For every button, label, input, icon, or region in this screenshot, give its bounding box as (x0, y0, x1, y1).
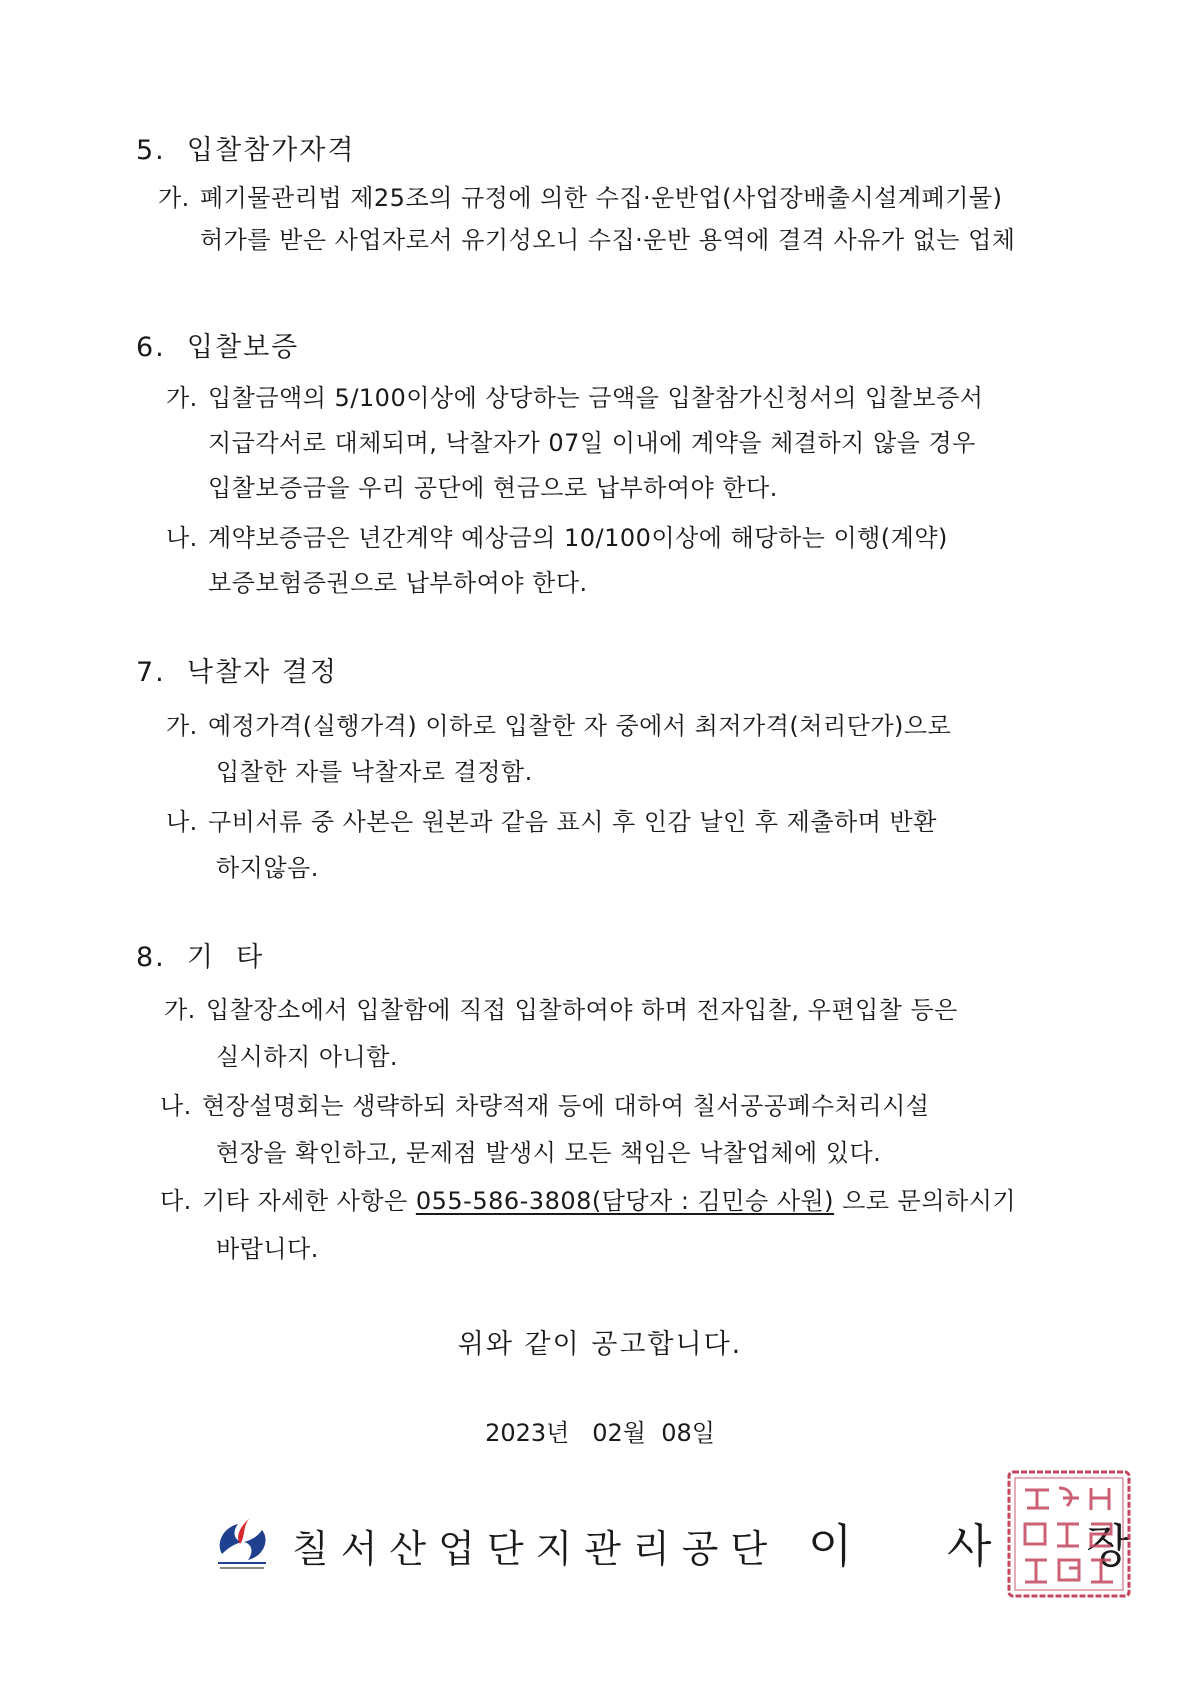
item-line-suffix: 으로 문의하시기 (834, 1187, 1017, 1215)
closing-statement: 위와 같이 공고합니다. (457, 1329, 743, 1360)
item-line: 허가를 받은 사업자로서 유기성오니 수집·운반 용역에 결격 사유가 없는 업체 (200, 226, 1016, 254)
item-mark: 가. (158, 184, 190, 212)
item-line: 입찰보증금을 우리 공단에 현금으로 납부하여야 한다. (208, 474, 778, 502)
item-mark: 가. (166, 384, 198, 412)
item-mark: 나. (166, 524, 198, 552)
list-item (160, 1086, 929, 1121)
item-mark: 나. (166, 808, 198, 836)
list-item (160, 1181, 1016, 1216)
list-item (164, 990, 958, 1025)
section-heading: 8. 기 타 (136, 942, 265, 973)
item-mark: 나. (160, 1092, 192, 1120)
section-heading: 5. 입찰참가자격 (136, 135, 356, 166)
item-mark: 가. (164, 996, 196, 1024)
list-item (166, 378, 983, 413)
item-line: 하지않음. (216, 854, 319, 882)
section-heading: 6. 입찰보증 (136, 332, 300, 363)
organization-name: 칠서산업단지관리공단 (292, 1527, 780, 1571)
official-seal-icon (1005, 1468, 1133, 1600)
item-mark: 다. (160, 1187, 192, 1215)
item-line: 입찰장소에서 입찰함에 직접 입찰하여야 하며 전자입찰, 우편입찰 등은 (206, 996, 958, 1024)
contact-info: 055-586-3808(담당자 : 김민승 사원) (415, 1187, 835, 1215)
list-item (166, 706, 951, 741)
item-line: 예정가격(실행가격) 이하로 입찰한 자 중에서 최저가격(처리단가)으로 (208, 712, 952, 740)
signatory-title: 이 사 장 (808, 1519, 1171, 1573)
item-line: 지급각서로 대체되며, 낙찰자가 07일 이내에 계약을 체결하지 않을 경우 (208, 429, 976, 457)
list-item (166, 802, 937, 837)
item-line: 구비서류 중 사본은 원본과 같음 표시 후 인감 날인 후 제출하며 반환 (208, 808, 937, 836)
list-item (166, 518, 948, 553)
item-line: 실시하지 아니함. (216, 1043, 399, 1071)
item-line: 입찰금액의 5/100이상에 상당하는 금액을 입찰참가신청서의 입찰보증서 (208, 384, 984, 412)
chilseo-industrial-complex-logo-icon (212, 1514, 272, 1572)
list-item (158, 178, 1002, 213)
item-line: 현장설명회는 생략하되 차량적재 등에 대하여 칠서공공폐수처리시설 (202, 1092, 930, 1120)
item-line: 보증보험증권으로 납부하여야 한다. (208, 569, 588, 597)
notice-date: 2023년 02월 08일 (485, 1419, 715, 1447)
item-line: 현장을 확인하고, 문제점 발생시 모든 책임은 낙찰업체에 있다. (216, 1139, 882, 1167)
item-line: 바랍니다. (216, 1235, 319, 1263)
section-heading: 7. 낙찰자 결정 (136, 657, 338, 688)
item-line: 기타 자세한 사항은 (202, 1187, 416, 1215)
item-line: 입찰한 자를 낙찰자로 결정함. (216, 758, 533, 786)
item-mark: 가. (166, 712, 198, 740)
item-line: 계약보증금은 년간계약 예상금의 10/100이상에 해당하는 이행(계약) (208, 524, 948, 552)
item-line: 폐기물관리법 제25조의 규정에 의한 수집·운반업(사업장배출시설계폐기물) (200, 184, 1003, 212)
